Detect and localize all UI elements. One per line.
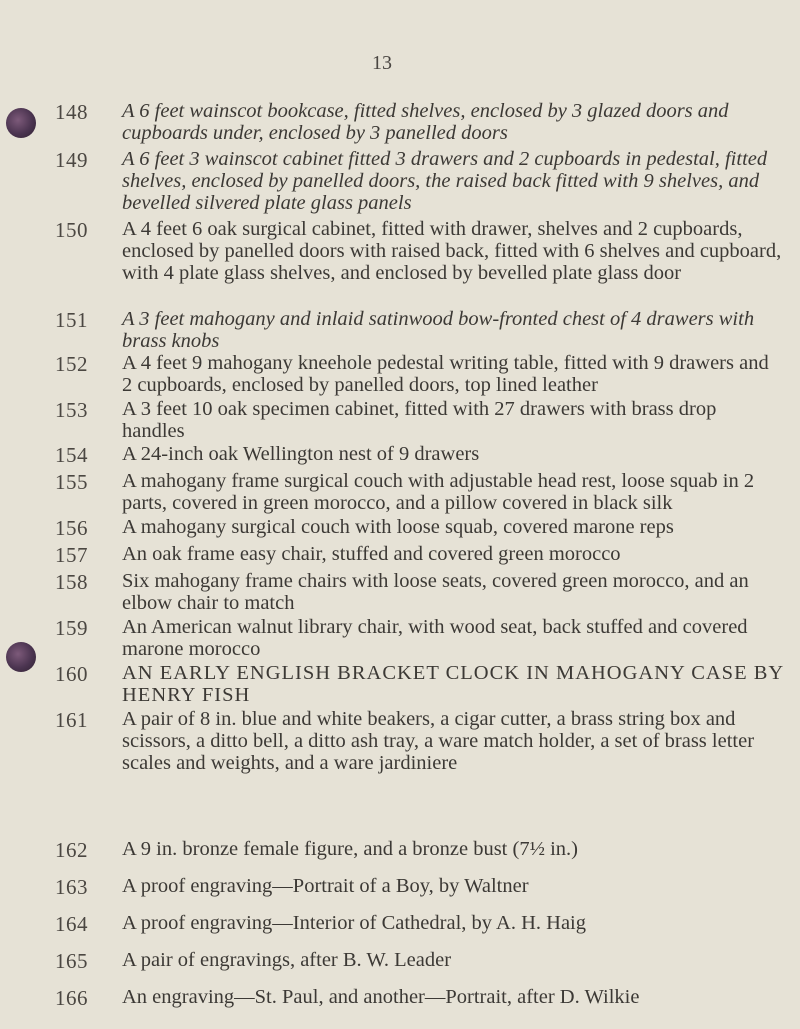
lot-description: A pair of 8 in. blue and white beakers, a cigar cutter, a brass string box and scissors, a ditto bell, a ditto ash tray, a ware match holder, a set of brass letter scales and weights, and a ware jardiniere <box>122 708 755 774</box>
lot-description: A 6 feet 3 wainscot cabinet fitted 3 drawers and 2 cupboards in pedestal, fitted shelves, enclosed by panelled doors, the raised back fitted with 9 shelves, and bevelled silvered plate glass panels <box>122 148 768 214</box>
lot-description: A 6 feet wainscot bookcase, fitted shelves, enclosed by 3 glazed doors and cupboards under, enclosed by 3 panelled doors <box>122 100 729 144</box>
lot-number: 157 <box>55 543 88 567</box>
lot-number: 156 <box>55 516 88 540</box>
lot-number: 155 <box>55 470 88 494</box>
lot-description: A 4 feet 6 oak surgical cabinet, fitted with drawer, shelves and 2 cupboards, enclosed by panelled doors with raised back, fitted with 6 shelves and cupboard, with 4 plate glass shelves, and enclosed by bevelled plate glass door <box>122 218 782 284</box>
lot-description: A proof engraving—Interior of Cathedral, by A. H. Haig <box>122 912 586 934</box>
lot-number: 160 <box>55 662 88 686</box>
page-number: 13 <box>372 52 392 74</box>
lot-number: 149 <box>55 148 88 172</box>
lot-number: 148 <box>55 100 88 124</box>
lot-number: 150 <box>55 218 88 242</box>
lot-number: 159 <box>55 616 88 640</box>
lot-description: A 4 feet 9 mahogany kneehole pedestal writing table, fitted with 9 drawers and 2 cupboards, enclosed by panelled doors, top lined leather <box>122 352 769 396</box>
lot-description: AN EARLY ENGLISH BRACKET CLOCK IN MAHOGANY CASE BY HENRY FISH <box>122 662 784 706</box>
lot-number: 164 <box>55 912 88 936</box>
lot-description: A pair of engravings, after B. W. Leader <box>122 949 452 971</box>
lot-number: 161 <box>55 708 88 732</box>
lot-number: 165 <box>55 949 88 973</box>
lot-description: An American walnut library chair, with wood seat, back stuffed and covered marone morocco <box>122 616 748 660</box>
lot-description: A proof engraving—Portrait of a Boy, by Waltner <box>122 875 529 897</box>
binding-hole <box>6 642 36 672</box>
lot-description: A 3 feet mahogany and inlaid satinwood bow-fronted chest of 4 drawers with brass knobs <box>122 308 755 352</box>
lot-description: Six mahogany frame chairs with loose seats, covered green morocco, and an elbow chair to match <box>122 570 749 614</box>
lot-number: 163 <box>55 875 88 899</box>
lot-description: A mahogany surgical couch with loose squab, covered marone reps <box>122 516 674 538</box>
lot-description: An oak frame easy chair, stuffed and covered green morocco <box>122 543 621 565</box>
lot-number: 153 <box>55 398 88 422</box>
lot-description: A 9 in. bronze female figure, and a bronze bust (7½ in.) <box>122 838 578 860</box>
lot-description: A 24-inch oak Wellington nest of 9 drawers <box>122 443 480 465</box>
lot-number: 166 <box>55 986 88 1010</box>
lot-number: 154 <box>55 443 88 467</box>
lot-number: 152 <box>55 352 88 376</box>
lot-number: 158 <box>55 570 88 594</box>
lot-description: A 3 feet 10 oak specimen cabinet, fitted with 27 drawers with brass drop handles <box>122 398 717 442</box>
lot-description: An engraving—St. Paul, and another—Portrait, after D. Wilkie <box>122 986 640 1008</box>
lot-number: 151 <box>55 308 88 332</box>
lot-description: A mahogany frame surgical couch with adjustable head rest, loose squab in 2 parts, covered in green morocco, and a pillow covered in black silk <box>122 470 755 514</box>
binding-hole <box>6 108 36 138</box>
lot-number: 162 <box>55 838 88 862</box>
